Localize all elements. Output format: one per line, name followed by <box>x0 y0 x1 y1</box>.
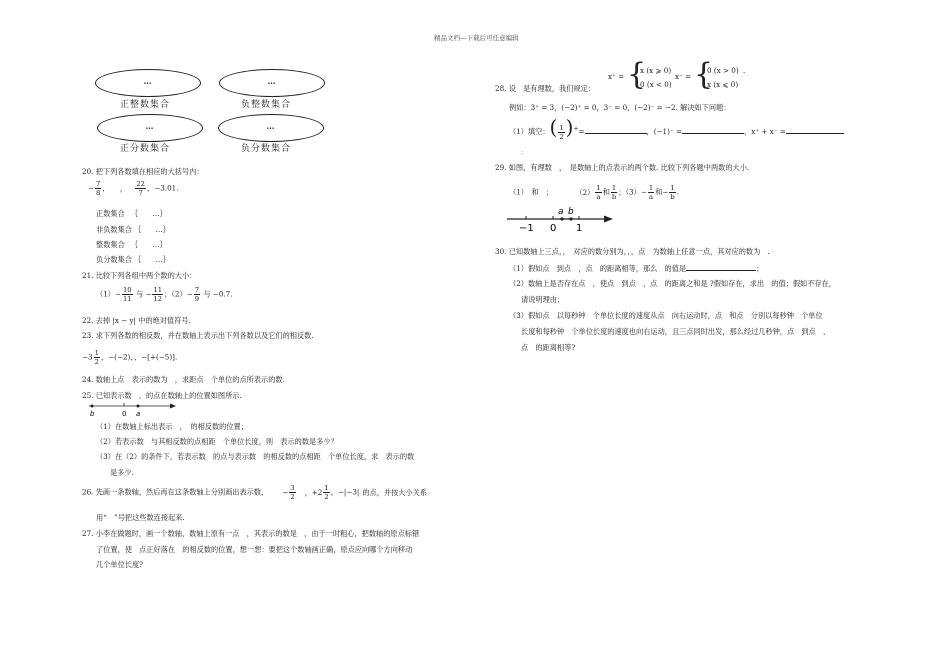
q29-parts: （1） 和 ； （2） $\frac{1}{a}$ 和 $\frac{1}{b}$ ；（3）− $\frac{1}{a}$ 和− $\frac{1}{b}$ . <box>509 184 680 201</box>
ellipsis-dots: … <box>145 121 155 131</box>
set-ellipse-positive-fractions <box>97 114 203 142</box>
q27-line1: 27. 小李在做题时，画一个数轴，数轴上原有一点 ，其表示的数是 ，由于一时粗心，把数轴的原点标错 <box>82 529 420 538</box>
fraction: $\frac{1}{2}$ <box>94 349 99 366</box>
q28-example: 例如：3⁺ = 3，(−2)⁺ = 0，3⁻ = 0，(−2)⁻ = −2. 解决如下问题： <box>509 103 731 112</box>
answer-blank-1[interactable] <box>585 126 647 134</box>
q27-line2: 了位置，使 点正好落在 的相反数的位置，想一想：要把这个数轴画正确，原点应向哪个方向移动 <box>96 545 413 554</box>
q23-title: 23. 求下列各数的相反数，并在数轴上表示出下列各数以及它们的相反数. <box>82 331 314 340</box>
page-header: 精品文档---下载后可任意编辑 <box>434 34 519 42</box>
point-b <box>569 217 572 220</box>
q28-xplus-case2: 0 (x < 0) <box>640 80 672 89</box>
fraction: $\frac{7}{9}$ <box>194 286 200 303</box>
q30-sub3-end: 点 的距离相等? <box>521 343 576 352</box>
fraction: $\frac{1}{a}$ <box>648 184 654 201</box>
set-label-positive-fractions: 正分数集合 <box>120 144 171 154</box>
q20-set-positive: 正数集合 ｛ …｝ <box>96 209 167 218</box>
q28-lead: 28. 设 是有理数，我们规定： <box>495 84 595 93</box>
point-a <box>137 405 140 408</box>
q25-title: 25. 已知表示数 ，的点在数轴上的位置如图所示. <box>82 391 242 400</box>
q25-sub3-cont: 是多少. <box>110 468 134 477</box>
q30-sub2-cont: 请说明理由； <box>521 295 565 304</box>
answer-blank-4[interactable] <box>686 263 756 271</box>
axis-label-a: a <box>558 207 564 217</box>
set-label-negative-integers: 负整数集合 <box>241 100 292 110</box>
q26-line2: 用“ ”号把这些数连接起来. <box>96 513 185 522</box>
q20-set-integer: 整数集合 ｛ …｝ <box>96 240 167 249</box>
axis-arrow-icon <box>604 216 613 223</box>
q28-def-xplus: x⁺ = <box>608 72 625 81</box>
axis-label-0: 0 <box>122 410 127 418</box>
q25-sub2: （2）若表示数 与其相反数的点相距 个单位长度，则 表示的数是多少？ <box>96 437 338 446</box>
q29-number-line <box>505 204 615 234</box>
brace-xplus: { <box>627 57 647 92</box>
fraction: $\frac{11}{12}$ <box>153 286 163 303</box>
q25-number-line <box>86 400 178 420</box>
q28-fill: （1）填空：( $\frac{1}{2}$ )+= ，(−1)⁻ = ，x⁺ + x⁻ = <box>509 123 844 141</box>
q30-sub2: （2）数轴上是否存在点 ，使点 到点 、点 的距离之和是 ?假如存在，求出 的值；假如不存在， <box>509 279 836 288</box>
answer-blank-3[interactable] <box>786 126 844 134</box>
q27-line3: 几个单位长度? <box>96 560 143 569</box>
fraction: $\frac{1}{a}$ <box>596 184 601 201</box>
set-ellipse-negative-fractions <box>218 114 324 142</box>
ellipsis-dots: … <box>266 121 276 131</box>
q22-text: 22. 去掉 |x − y| 中的绝对值符号. <box>82 316 191 325</box>
q25-sub3: （3）在（2）的条件下，若表示数 的点与表示数 的相反数的点相距 个单位长度，求 表示的数 <box>96 452 415 461</box>
q28-xminus-case2: x (x ⩽ 0) <box>707 80 739 89</box>
axis-label-a: a <box>136 410 141 418</box>
q20-title: 20. 把下列各数填在相应的大括号内： <box>82 167 204 176</box>
fraction: $\frac{1}{b}$ <box>611 184 617 201</box>
q20-set-negative-fraction: 负分数集合 ｛ …｝ <box>96 255 170 264</box>
axis-label-one: 1 <box>576 223 583 234</box>
set-ellipse-positive-integers <box>95 69 201 97</box>
brace-xminus: { <box>694 57 714 92</box>
q30-line1: 30. 已知数轴上三点，， 对应的数分别为，，，点 为数轴上任意一点，其对应的数为 . <box>495 247 770 256</box>
fraction: $\frac{7}{8}$ <box>96 180 101 197</box>
q20-numbers: − $\frac{7}{8}$ ， ， $\frac{22}{7}$ ，−3.01. <box>88 180 179 197</box>
q21-title: 21. 比较下列各组中两个数的大小： <box>82 271 197 280</box>
q28-xplus-case1: x (x ⩾ 0) <box>640 66 672 75</box>
q26-line1: 26. 先画一条数轴，然后再在这条数轴上分别画出表示数， − $\frac{3}{2}$ ，+2 $\frac{1}{2}$ ，−|−3| 的点，并按大小关系 <box>82 484 428 501</box>
set-label-negative-fractions: 负分数集合 <box>241 144 292 154</box>
q30-sub3-cont: 长度和每秒钟 个单位长度的速度也向右运动，且三点同时出发，那么经过几秒钟，点 到点 、 <box>521 327 831 336</box>
point-a <box>560 217 563 220</box>
set-label-positive-integers: 正整数集合 <box>120 100 171 110</box>
q30-sub3: （3）假如点 以每秒钟 个单位长度的速度从点 向右运动时，点 和点 分别以每秒钟 个单位 <box>509 311 823 320</box>
ellipsis-dots: … <box>267 76 277 86</box>
q21-items: （1）− $\frac{10}{11}$ 与 − $\frac{11}{12}$ ；（2）− $\frac{7}{9}$ 与 −0.7. <box>96 286 233 303</box>
q30-sub1: （1）假如点 到点 ，点 的距离相等，那么 的值是 ； <box>509 264 764 273</box>
answer-blank-2[interactable] <box>682 126 744 134</box>
q28-xminus-case1: 0 (x > 0) <box>707 66 739 75</box>
axis-label-b: b <box>568 207 574 217</box>
fraction: $\frac{22}{7}$ <box>136 180 146 197</box>
q29-title: 29. 如图，有理数 ， 是数轴上的点表示的两个数. 比较下列各题中两数的大小. <box>495 163 750 172</box>
q23-numbers: −3 $\frac{1}{2}$ ，−(−2)，，−[+(−5)]. <box>82 349 178 366</box>
q25-sub1: （1）在数轴上标出表示 ， 的相反数的位置； <box>96 422 248 431</box>
fraction: $\frac{1}{2}$ <box>324 484 329 501</box>
fraction: $\frac{10}{11}$ <box>122 286 132 303</box>
ellipsis-dots: … <box>143 76 153 86</box>
set-ellipse-negative-integers <box>219 69 325 97</box>
fraction: $\frac{1}{b}$ <box>670 184 675 201</box>
q28-dot: . <box>743 66 746 75</box>
axis-label-zero: 0 <box>550 223 557 234</box>
point-b <box>91 405 94 408</box>
fraction: $\frac{3}{2}$ <box>290 484 295 501</box>
axis-label-minus-one: −1 <box>519 223 534 234</box>
q28-def-xminus: x⁻ = <box>675 72 692 81</box>
q28-stray-mark: ； <box>521 150 527 156</box>
axis-label-b: b <box>90 410 95 418</box>
axis-arrow-icon <box>170 404 176 409</box>
q20-set-nonnegative: 非负数集合 ｛ …｝ <box>96 225 170 234</box>
fraction: $\frac{1}{2}$ <box>559 123 564 141</box>
q24-text: 24. 数轴上点 表示的数为 ，求距点 个单位的点所表示的数. <box>82 375 285 384</box>
